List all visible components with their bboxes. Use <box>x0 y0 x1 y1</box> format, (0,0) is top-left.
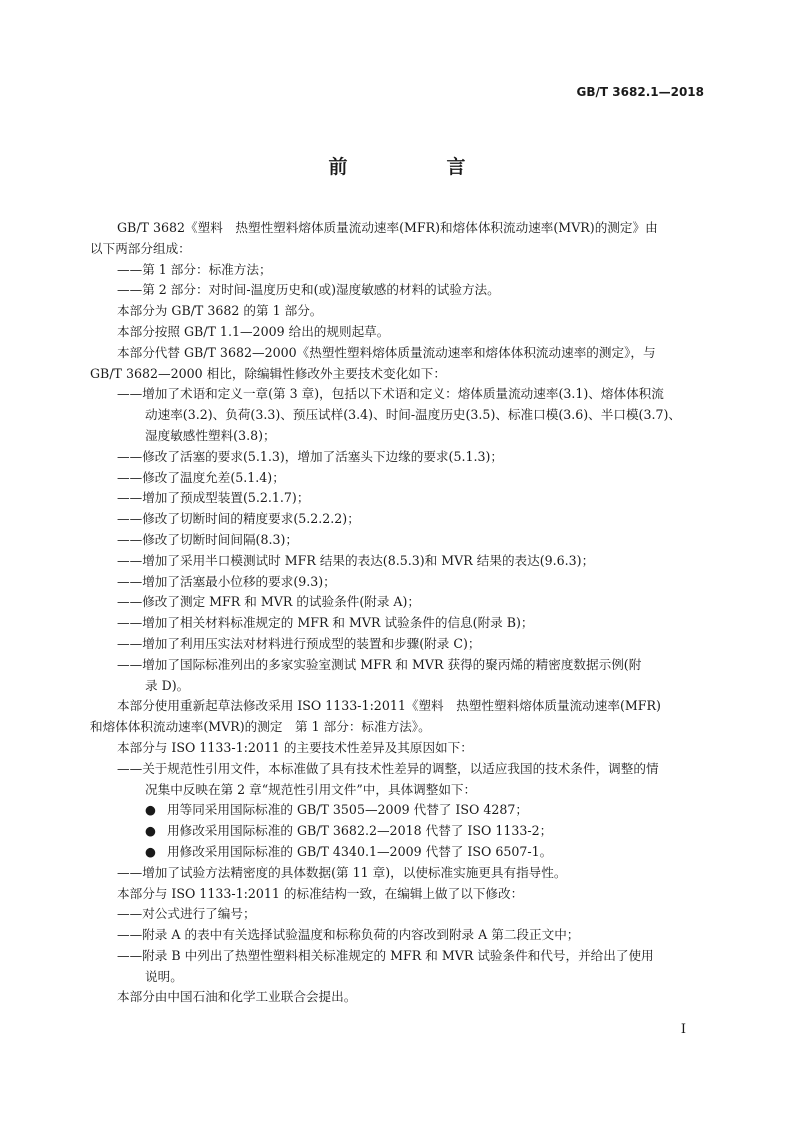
line-text: 本部分为 GB/T 3682 的第 1 部分。 <box>117 303 323 319</box>
line-text: 用修改采用国际标准的 GB/T 4340.1—2009 代替了 ISO 6507-1。 <box>167 843 553 859</box>
line-text: ——关于规范性引用文件，本标准做了具有技术性差异的调整，以适应我国的技术条件，调整的情 <box>117 760 659 776</box>
text-line-dash <box>90 592 708 613</box>
line-text: 用等同采用国际标准的 GB/T 3505—2009 代替了 ISO 4287； <box>167 802 528 818</box>
line-text: ——增加了活塞最小位移的要求(9.3)； <box>117 573 336 589</box>
text-line-dash <box>90 530 708 551</box>
text-line-p <box>90 884 708 905</box>
line-text: ——对公式进行了编号； <box>117 906 256 922</box>
line-text: 本部分与 ISO 1133-1:2011 的标准结构一致，在编辑上做了以下修改： <box>117 885 524 901</box>
line-text: GB/T 3682—2000 相比，除编辑性修改外主要技术变化如下： <box>90 365 446 381</box>
text-line-contp <box>90 717 708 738</box>
line-text: 录 D)。 <box>145 677 190 693</box>
text-line-dash <box>90 509 708 530</box>
line-text: ——增加了采用半口模测试时 MFR 结果的表达(8.5.3)和 MVR 结果的表达(9.6.3)； <box>117 552 595 568</box>
text-line-dash <box>90 260 708 281</box>
line-text: 本部分由中国石油和化学工业联合会提出。 <box>117 989 357 1005</box>
text-line-dash <box>90 384 708 405</box>
text-line-dash <box>90 447 708 468</box>
text-line-cont <box>90 426 708 447</box>
text-line-contp <box>90 239 708 260</box>
line-text: ——修改了温度允差(5.1.4)； <box>117 469 285 485</box>
line-text: 用修改采用国际标准的 GB/T 3682.2—2018 代替了 ISO 1133-2； <box>167 823 553 839</box>
line-text: ——修改了测定 MFR 和 MVR 的试验条件(附录 A)； <box>117 594 421 610</box>
text-line-dash <box>90 655 708 676</box>
text-line-dash <box>90 925 708 946</box>
line-text: 况集中反映在第 2 章“规范性引用文件”中，具体调整如下： <box>145 781 477 797</box>
line-text: 动速率(3.2)、负荷(3.3)、预压试样(3.4)、时间-温度历史(3.5)、标准口模(3.6)、半口模(3.7)、 <box>145 407 682 423</box>
line-text: 本部分按照 GB/T 1.1—2009 给出的规则起草。 <box>117 323 390 339</box>
text-line-contp <box>90 364 708 385</box>
page-number: I <box>680 1022 686 1037</box>
line-text: ——增加了国际标准列出的多家实验室测试 MFR 和 MVR 获得的聚丙烯的精密度数据示例(附 <box>117 656 642 672</box>
document-body <box>90 218 708 1008</box>
line-text: GB/T 3682《塑料 热塑性塑料熔体质量流动速率(MFR)和熔体体积流动速率(MVR)的测定》由 <box>117 220 658 235</box>
text-line-p <box>90 218 708 239</box>
line-text: 本部分与 ISO 1133-1:2011 的主要技术性差异及其原因如下： <box>117 739 473 755</box>
text-line-p <box>90 696 708 717</box>
line-text: 以下两部分组成： <box>90 240 191 256</box>
text-line-cont <box>90 405 708 426</box>
line-text: ——修改了切断时间的精度要求(5.2.2.2)； <box>117 511 360 527</box>
line-text: ——增加了利用压实法对材料进行预成型的装置和步骤(附录 C)； <box>117 635 481 651</box>
line-text: 本部分代替 GB/T 3682—2000《热塑性塑料熔体质量流动速率和熔体体积流动速率的测定》，与 <box>117 344 656 360</box>
line-text: ——第 1 部分：标准方法； <box>117 261 272 277</box>
line-text: ——增加了术语和定义一章(第 3 章)，包括以下术语和定义：熔体质量流动速率(3.1)、熔体体积流 <box>117 386 664 402</box>
text-line-p <box>90 343 708 364</box>
text-line-dash <box>90 904 708 925</box>
bullet-icon: ● <box>145 802 156 818</box>
text-line-dash <box>90 488 708 509</box>
text-line-dash <box>90 280 708 301</box>
text-line-dash <box>90 634 708 655</box>
line-text: ——附录 B 中列出了热塑性塑料相关标准规定的 MFR 和 MVR 试验条件和代号，并给出了使用 <box>117 947 654 963</box>
line-text: ——增加了预成型装置(5.2.1.7)； <box>117 490 310 506</box>
text-line-bullet <box>90 800 708 821</box>
line-text: ——增加了试验方法精密度的具体数据(第 11 章)，以使标准实施更具有指导性。 <box>117 864 567 880</box>
text-line-p <box>90 322 708 343</box>
line-text: 和熔体体积流动速率(MVR)的测定 第 1 部分：标准方法》。 <box>90 719 431 735</box>
text-line-dash <box>90 613 708 634</box>
line-text: ——附录 A 的表中有关选择试验温度和标称负荷的内容改到附录 A 第二段正文中； <box>117 927 580 943</box>
text-line-dash <box>90 572 708 593</box>
text-line-dash <box>90 759 708 780</box>
line-text: 湿度敏感性塑料(3.8)； <box>145 427 276 443</box>
text-line-bullet <box>90 821 708 842</box>
text-line-dash <box>90 863 708 884</box>
page-title: 前 言 <box>328 156 506 178</box>
text-line-dash <box>90 468 708 489</box>
text-line-cont <box>90 967 708 988</box>
bullet-icon: ● <box>145 823 156 839</box>
line-text: ——增加了相关材料标准规定的 MFR 和 MVR 试验条件的信息(附录 B)； <box>117 615 534 631</box>
text-line-cont <box>90 780 708 801</box>
line-text: ——第 2 部分：对时间-温度历史和(或)湿度敏感的材料的试验方法。 <box>117 282 500 298</box>
line-text: ——修改了活塞的要求(5.1.3)，增加了活塞头下边缘的要求(5.1.3)； <box>117 448 503 464</box>
text-line-p <box>90 738 708 759</box>
text-line-p <box>90 301 708 322</box>
line-text: 本部分使用重新起草法修改采用 ISO 1133-1:2011《塑料 热塑性塑料熔体质量流动速率(MFR) <box>117 698 661 714</box>
line-text: 说明。 <box>145 968 183 984</box>
text-line-bullet <box>90 842 708 863</box>
text-line-cont <box>90 676 708 697</box>
text-line-dash <box>90 551 708 572</box>
text-line-dash <box>90 946 708 967</box>
document-code: GB/T 3682.1—2018 <box>576 85 704 99</box>
line-text: ——修改了切断时间间隔(8.3)； <box>117 531 298 547</box>
text-line-p <box>90 987 708 1008</box>
bullet-icon: ● <box>145 843 156 859</box>
